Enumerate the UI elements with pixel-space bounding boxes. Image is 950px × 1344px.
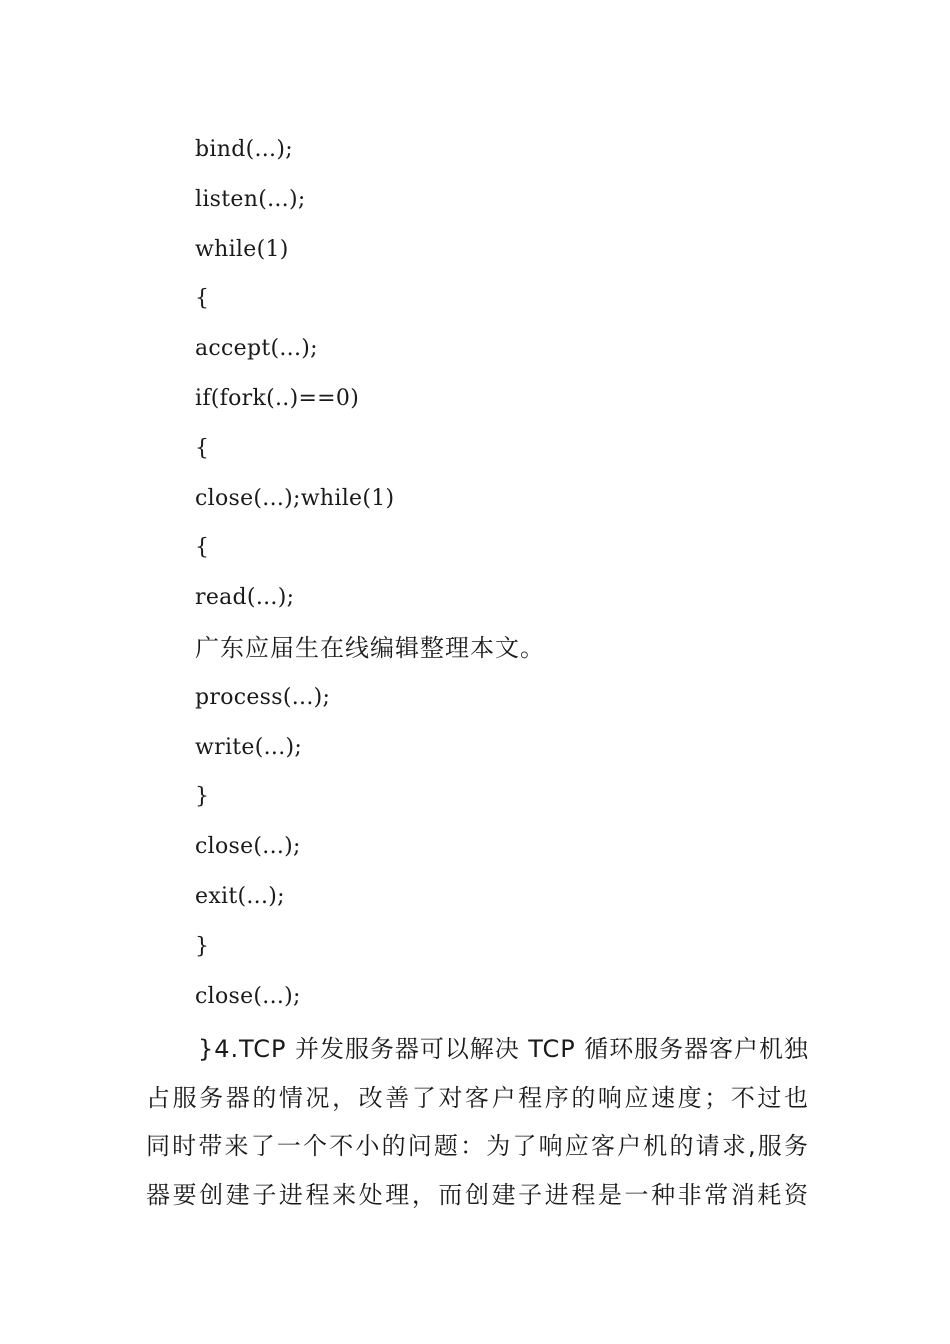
code-line-bind: bind(...); bbox=[195, 137, 293, 162]
code-line-close-brace: } bbox=[195, 784, 210, 810]
code-line-read: read(...); bbox=[195, 585, 295, 611]
code-line-open-brace: { bbox=[195, 286, 210, 312]
paragraph-line-text: 占服务器的情况，改善了对客户程序的响应速度；不过也 bbox=[146, 1083, 811, 1112]
paragraph-line bbox=[146, 1171, 811, 1220]
paragraph-line-text: 器要创建子进程来处理，而创建子进程是一种非常消耗资 bbox=[146, 1180, 811, 1209]
paragraph-line bbox=[146, 1025, 808, 1074]
code-line-while: while(1) bbox=[195, 236, 289, 262]
paragraph-line bbox=[146, 1074, 811, 1123]
editor-note: 广东应届生在线编辑整理本文。 bbox=[195, 633, 545, 662]
code-line-open-brace: { bbox=[195, 435, 210, 461]
paragraph-line-text: 同时带来了一个不小的问题：为了响应客户机的请求,服务 bbox=[146, 1132, 811, 1160]
code-line-accept: accept(...); bbox=[195, 336, 318, 362]
code-line-exit: exit(...); bbox=[195, 883, 285, 909]
code-line-if-fork: if(fork(..)==0) bbox=[195, 385, 360, 411]
code-block bbox=[195, 130, 815, 1026]
code-line-close: close(...); bbox=[195, 983, 301, 1009]
paragraph-line bbox=[146, 1122, 811, 1171]
code-line-process: process(...); bbox=[195, 684, 331, 710]
code-line-write: write(...); bbox=[195, 734, 303, 760]
code-line-close-brace: } bbox=[195, 933, 210, 959]
body-paragraph bbox=[146, 1025, 811, 1219]
code-line-listen: listen(...); bbox=[195, 186, 306, 212]
code-line-close: close(...); bbox=[195, 834, 301, 860]
code-line-open-brace: { bbox=[195, 535, 210, 561]
code-line-close-while: close(...);while(1) bbox=[195, 485, 395, 511]
paragraph-line-text: }4.TCP 并发服务器可以解决 TCP 循环服务器客户机独 bbox=[198, 1035, 809, 1063]
